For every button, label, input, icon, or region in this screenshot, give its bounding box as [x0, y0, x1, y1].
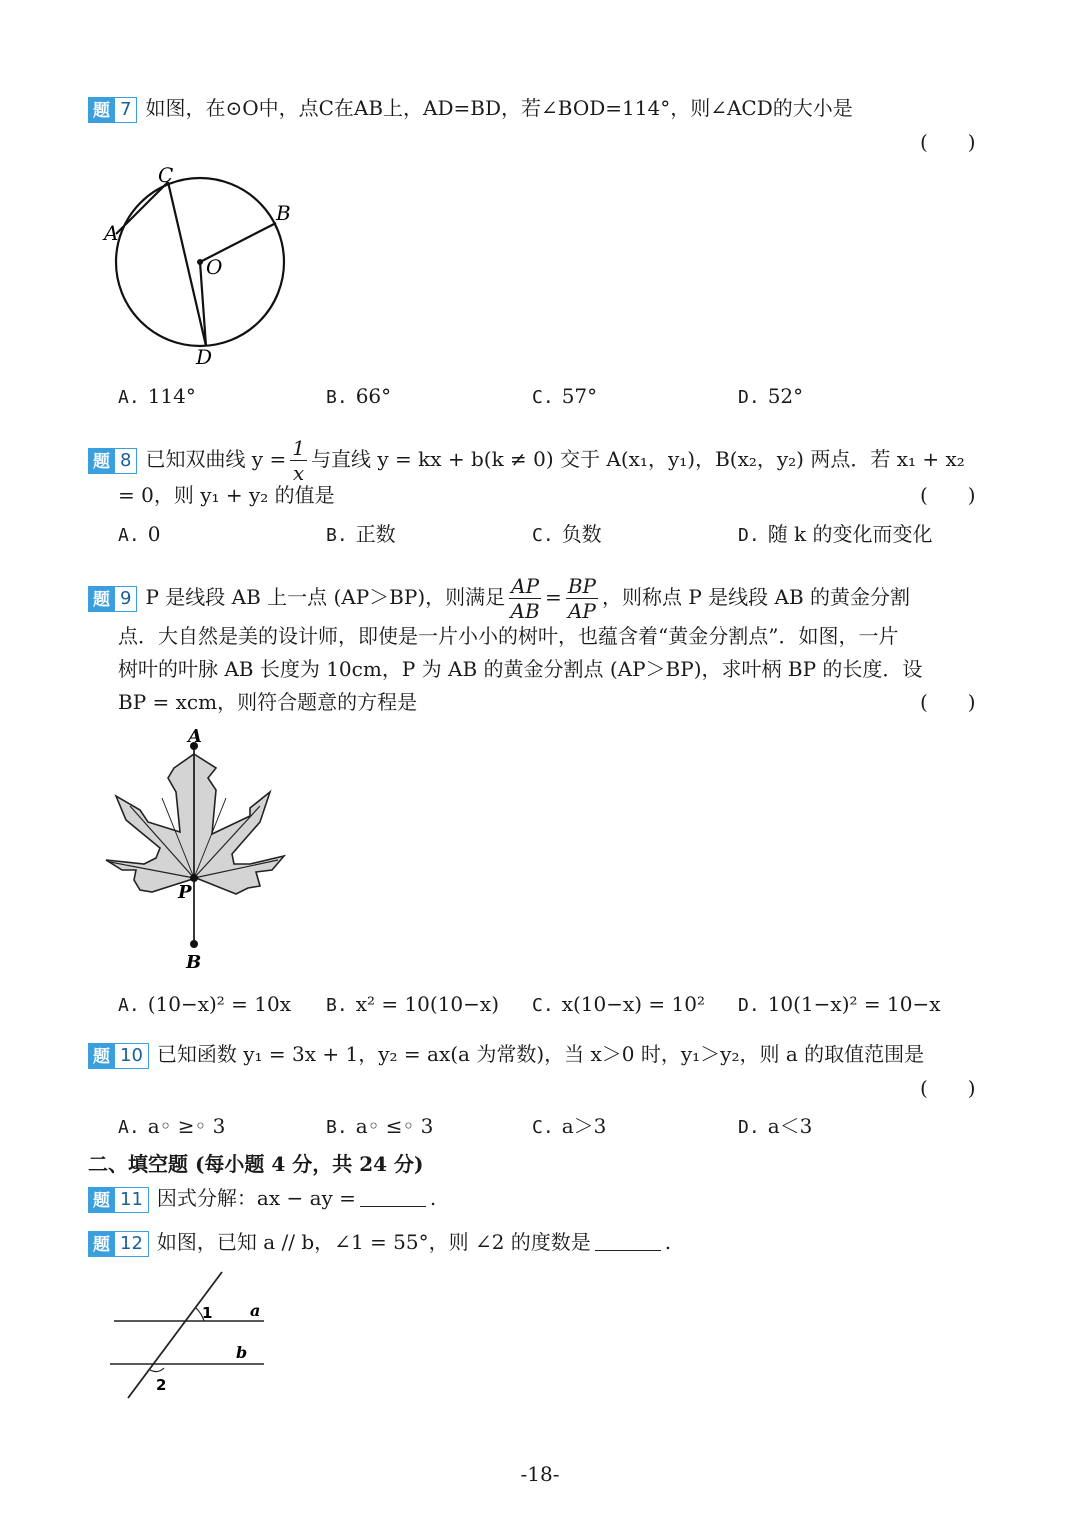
option-9-d: D. 10(1−x)² = 10−x: [738, 992, 941, 1016]
label-b: B: [276, 201, 291, 225]
question-8-badge: 题 8: [88, 448, 137, 474]
parallel-lines-figure: [104, 1268, 274, 1404]
page-number: -18-: [520, 1462, 560, 1486]
option-8-b: B. 正数: [326, 522, 396, 546]
label-a: A: [104, 221, 119, 245]
option-10-b: B. a◦ ≤◦ 3: [326, 1114, 434, 1138]
option-7-d: D. 52°: [738, 384, 804, 408]
question-8-stem-line2: = 0，则 y₁ + y₂ 的值是: [118, 483, 335, 507]
fraction-1-over-x: $\frac{1}{x}$: [292, 436, 305, 485]
question-12-stem: 题 12 如图，已知 a // b，∠1 = 55°，则 ∠2 的度数是 .: [88, 1228, 671, 1257]
option-10-d: D. a＜3: [738, 1114, 813, 1138]
option-9-b: B. x² = 10(10−x): [326, 992, 499, 1016]
transversal: [128, 1272, 222, 1398]
section-fill-in-heading: 二、填空题 (每小题 4 分，共 24 分): [88, 1152, 424, 1176]
question-9-stem: 题 9 P 是线段 AB 上一点 (AP＞BP)，则满足 $\frac{AP}{AB}$ = $\frac{BP}{AP}$ ，则称点 P 是线段 AB 的黄金分割: [88, 574, 910, 623]
point-b-dot: [190, 940, 198, 948]
question-7-answer-paren: ( ): [920, 130, 976, 154]
point-p-dot: [190, 874, 198, 882]
option-10-c: C. a＞3: [532, 1114, 607, 1138]
label-a: A: [188, 726, 202, 747]
option-8-a: A. 0: [118, 522, 161, 546]
maple-leaf-figure: [100, 724, 300, 974]
question-7-badge: 题 7: [88, 97, 137, 123]
fraction-ap-over-ab: $\frac{AP}{AB}$: [510, 574, 540, 623]
question-7-stem: [88, 94, 853, 123]
circle-figure: [100, 160, 300, 370]
option-9-a: A. (10−x)² = 10x: [118, 992, 291, 1016]
question-9-answer-paren: ( ): [920, 690, 976, 714]
question-8-stem: 题 8 已知双曲线 y = $\frac{1}{x}$ 与直线 y = kx + b(k ≠ 0) 交于 A(x₁，y₁)，B(x₂，y₂) 两点．若 x₁ + x₂: [88, 436, 965, 485]
option-7-b: B. 66°: [326, 384, 392, 408]
label-line-a: a: [250, 1301, 261, 1320]
option-7-a: A. 114°: [118, 384, 196, 408]
question-7-text: 如图，在⊙O中，点C在AB上，AD=BD，若∠BOD=114°，则∠ACD的大小是: [145, 96, 853, 120]
question-9-line3: 树叶的叶脉 AB 长度为 10cm，P 为 AB 的黄金分割点 (AP＞BP)，求叶柄 BP 的长度．设: [118, 657, 923, 681]
answer-blank-11[interactable]: [360, 1186, 426, 1207]
question-10-answer-paren: ( ): [920, 1076, 976, 1100]
answer-blank-12[interactable]: [595, 1230, 661, 1251]
question-10-badge: 题 10: [88, 1043, 149, 1069]
label-c: C: [158, 163, 174, 187]
question-10-stem: 题 10 已知函数 y₁ = 3x + 1，y₂ = ax(a 为常数)，当 x＞0 时，y₁＞y₂，则 a 的取值范围是: [88, 1040, 924, 1069]
option-8-c: C. 负数: [532, 522, 602, 546]
label-d: D: [196, 345, 213, 369]
label-angle-2: 2: [156, 1376, 167, 1394]
label-b: B: [186, 952, 202, 973]
question-11-badge: 题 11: [88, 1187, 149, 1213]
chord-ac: [116, 182, 168, 234]
center-dot: [197, 259, 203, 265]
option-10-a: A. a◦ ≥◦ 3: [118, 1114, 226, 1138]
option-7-c: C. 57°: [532, 384, 598, 408]
maple-leaf-shape: [106, 754, 284, 894]
label-angle-1: 1: [202, 1304, 213, 1322]
label-p: P: [178, 882, 192, 903]
question-11-stem: 题 11 因式分解：ax − ay = .: [88, 1184, 436, 1213]
label-o: O: [206, 255, 223, 279]
option-8-d: D. 随 k 的变化而变化: [738, 522, 933, 546]
fraction-bp-over-ap: $\frac{BP}{AP}$: [567, 574, 596, 623]
question-9-badge: 题 9: [88, 586, 137, 612]
question-8-answer-paren: ( ): [920, 483, 976, 507]
question-9-line4: BP = xcm，则符合题意的方程是: [118, 690, 418, 714]
question-9-line2: 点．大自然是美的设计师，即使是一片小小的树叶，也蕴含着“黄金分割点”．如图，一片: [118, 624, 899, 648]
question-12-badge: 题 12: [88, 1231, 149, 1257]
angle-2-arc: [150, 1368, 164, 1372]
option-9-c: C. x(10−x) = 10²: [532, 992, 705, 1016]
label-line-b: b: [236, 1343, 248, 1362]
